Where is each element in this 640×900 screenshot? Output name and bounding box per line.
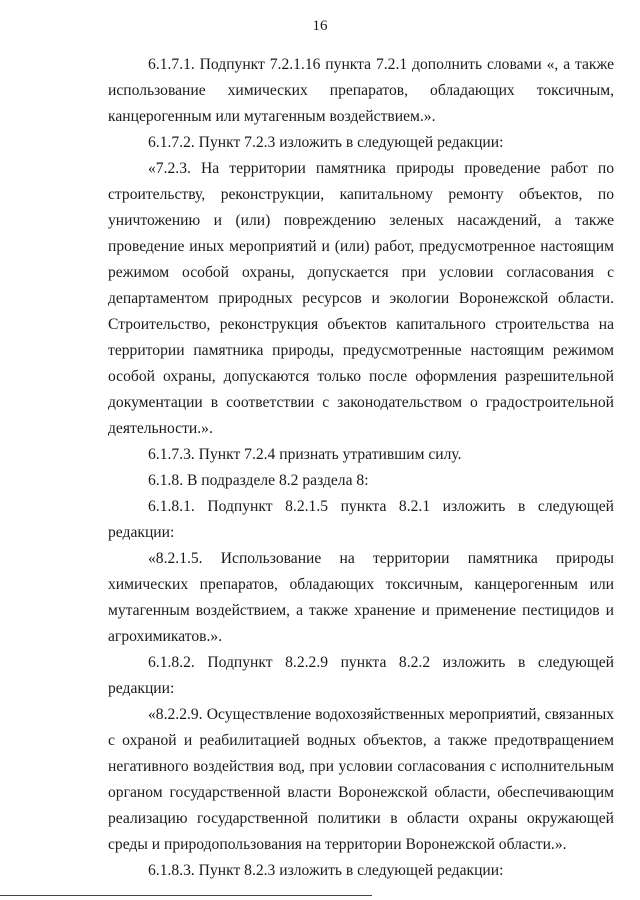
paragraph-6-1-8: 6.1.8. В подразделе 8.2 раздела 8: xyxy=(148,472,369,489)
footer-divider xyxy=(0,895,372,896)
paragraph-6-1-8-3: 6.1.8.3. Пункт 8.2.3 изложить в следующей редакции: xyxy=(148,862,504,879)
paragraph-6-1-7-2: 6.1.7.2. Пункт 7.2.3 изложить в следующей редакции: xyxy=(148,134,504,151)
paragraph-6-1-7-1: 6.1.7.1. Подпункт 7.2.1.16 пункта 7.2.1 дополнить словами «, а также использование химических препаратов, обладающих токсичным, канцерогенным или мутагенным воздействием.». xyxy=(108,56,614,125)
paragraph-7-2-3-text: «7.2.3. На территории памятника природы проведение работ по строительству, реконструкции, капитальному ремонту объектов, по уничтожению и (или) повреждению зеленых насаждений, а также проведение иных мероприятий и (или) работ, предусмотренное настоящим режимом особой охраны, допускается при условии согласования с департаментом природных ресурсов и экологии Воронежской области. Строительство, реконструкция объектов капитального строительства на территории памятника природы, предусмотренные настоящим режимом особой охраны, допускаются только после оформления разрешительной документации в соответствии с законодательством о градостроительной деятельности.». xyxy=(108,160,614,437)
paragraph-8-2-1-5-text: «8.2.1.5. Использование на территории памятника природы химических препаратов, обладающих токсичным, канцерогенным или мутагенным воздействием, а также хранение и применение пестицидов и агрохимикатов.». xyxy=(108,550,614,645)
document-body xyxy=(108,52,614,884)
paragraph-6-1-8-1: 6.1.8.1. Подпункт 8.2.1.5 пункта 8.2.1 изложить в следующей редакции: xyxy=(108,498,614,541)
page-number: 16 xyxy=(312,18,328,34)
paragraph-6-1-8-2: 6.1.8.2. Подпункт 8.2.2.9 пункта 8.2.2 изложить в следующей редакции: xyxy=(108,654,614,697)
paragraph-6-1-7-3: 6.1.7.3. Пункт 7.2.4 признать утратившим силу. xyxy=(148,446,462,463)
paragraph-8-2-2-9-text: «8.2.2.9. Осуществление водохозяйственных мероприятий, связанных с охраной и реабилитацией водных объектов, а также предотвращением негативного воздействия вод, при условии согласования с исполнительным органом государственной власти Воронежской области, обеспечивающим реализацию государственной политики в области охраны окружающей среды и природопользования на территории Воронежской области.». xyxy=(108,706,614,853)
